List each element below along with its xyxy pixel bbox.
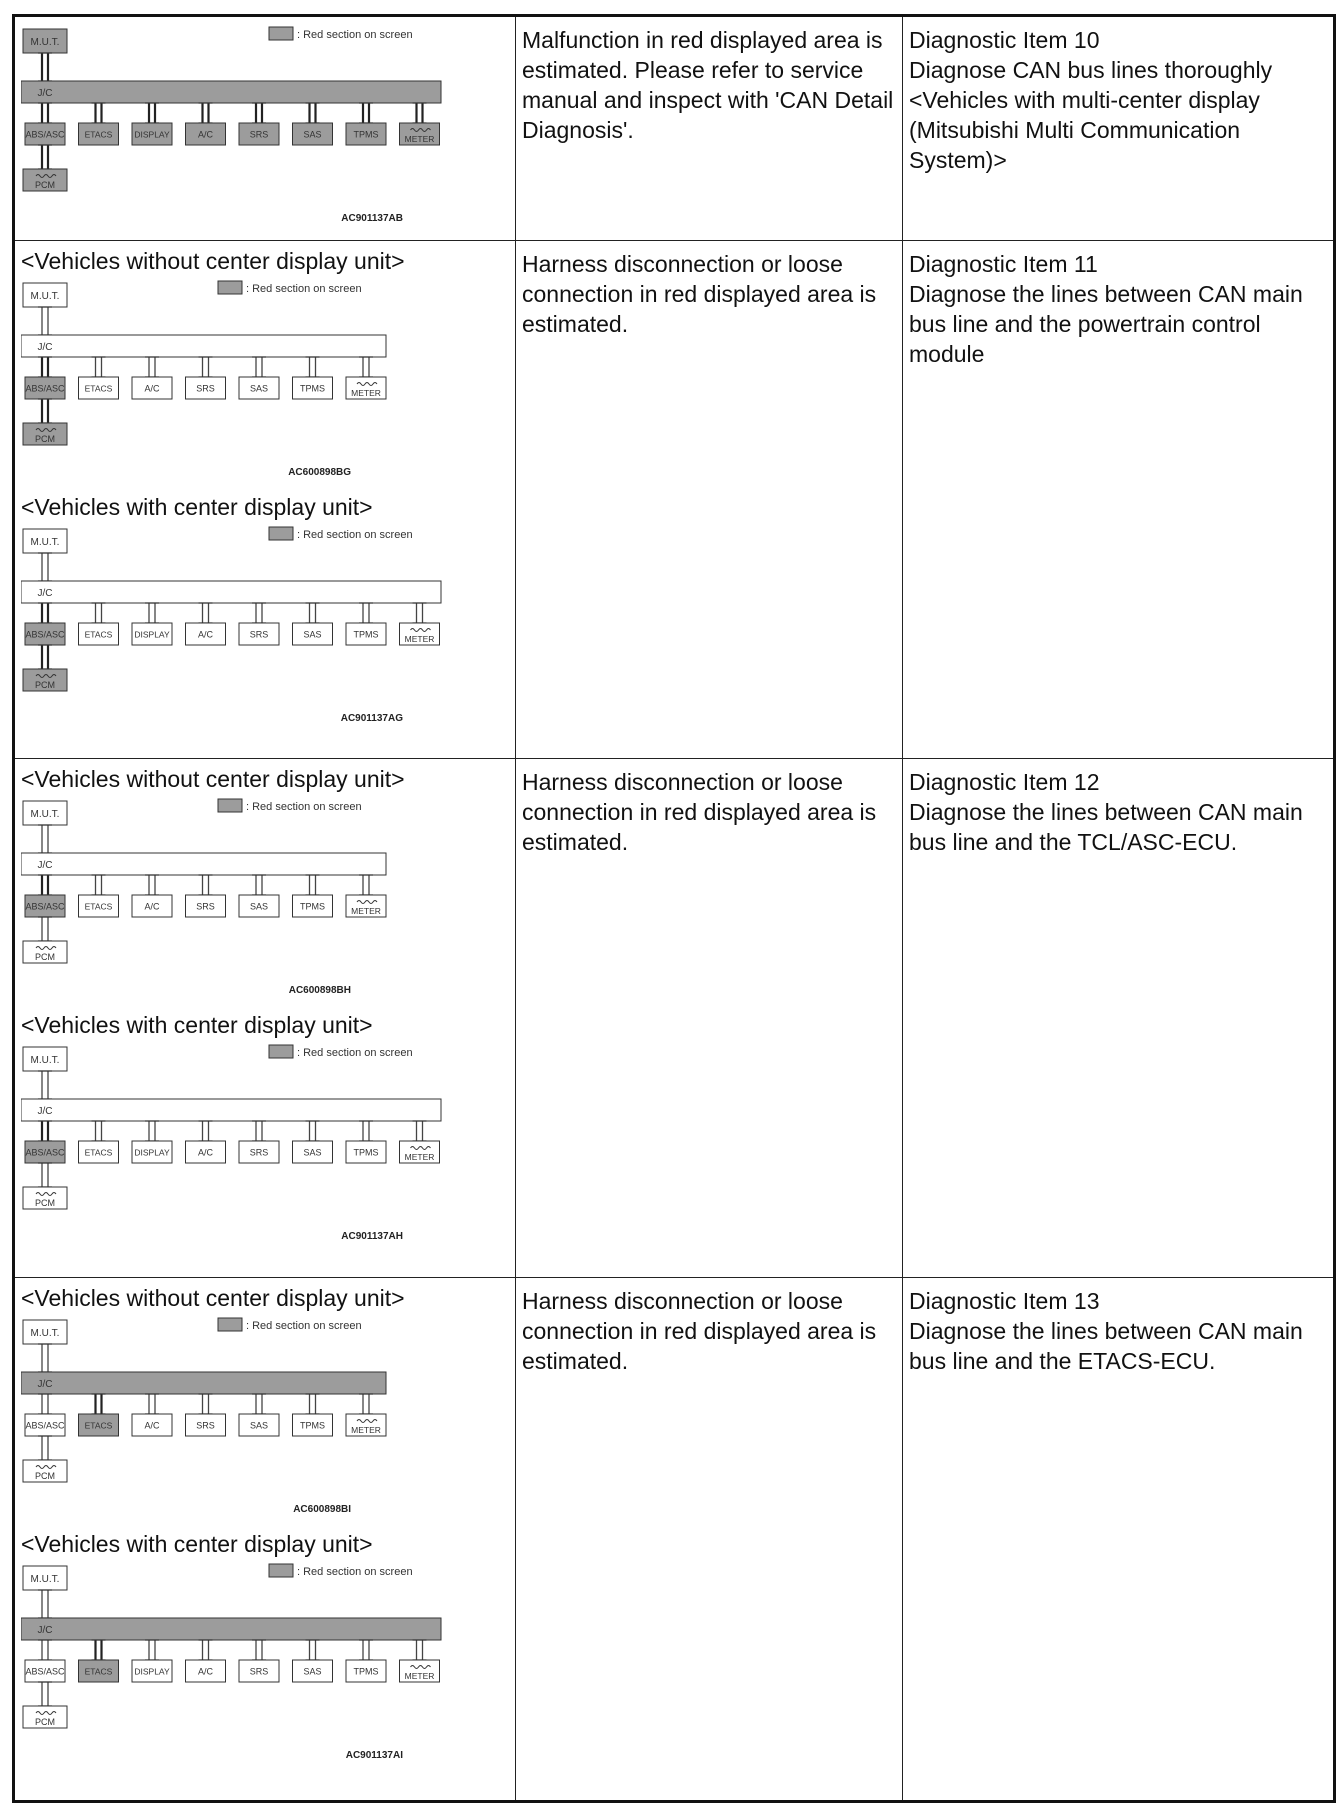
node-display-label: DISPLAY xyxy=(134,129,170,140)
connector-stub xyxy=(38,307,52,335)
description-cell xyxy=(516,241,903,759)
legend-label: : Red section on screen xyxy=(297,29,413,41)
connector-stub xyxy=(252,103,266,123)
vehicle-label: <Vehicles with center display unit> xyxy=(21,494,373,520)
can-diagram xyxy=(21,277,461,487)
legend-swatch xyxy=(269,27,293,40)
node-mut-label: M.U.T. xyxy=(30,1574,60,1585)
connector-stub xyxy=(359,103,373,123)
connector-stub xyxy=(145,1640,159,1660)
connector-stub xyxy=(252,357,266,377)
connector-stub xyxy=(92,357,106,377)
node-srs-label: SRS xyxy=(196,1420,215,1431)
node-jc-label: J/C xyxy=(37,342,53,353)
node-pcm-label: PCM xyxy=(35,952,55,962)
node-meter-label: METER xyxy=(351,906,381,916)
connector-stub xyxy=(145,875,159,895)
node-abs-label: ABS/ASC xyxy=(25,129,65,140)
table-row xyxy=(14,1278,1335,1802)
vehicle-label: <Vehicles with center display unit> xyxy=(21,1012,373,1038)
node-display-label: DISPLAY xyxy=(134,1147,170,1158)
node-meter-label: METER xyxy=(404,1671,435,1681)
legend-label: : Red section on screen xyxy=(246,1320,362,1332)
diagnostic-item-text: Diagnostic Item 11 Diagnose the lines between CAN main bus line and the powertrain control module xyxy=(909,251,1303,367)
node-mut-label: M.U.T. xyxy=(30,1328,60,1339)
connector-stub xyxy=(413,103,427,123)
connector-stub xyxy=(199,1121,213,1141)
connector-stub xyxy=(252,1640,266,1660)
vehicle-label: <Vehicles without center display unit> xyxy=(21,248,405,274)
can-diagram xyxy=(21,523,461,733)
legend-swatch xyxy=(218,281,242,294)
connector-stub xyxy=(199,357,213,377)
connector-stub xyxy=(252,603,266,623)
legend-swatch xyxy=(269,1564,293,1577)
connector-stub xyxy=(38,357,52,377)
description-text: Malfunction in red displayed area is estimated. Please refer to service manual and inspect with 'CAN Detail Diagnosis'. xyxy=(522,27,900,143)
node-ac-label: A/C xyxy=(197,129,214,140)
node-sas-label: SAS xyxy=(249,383,269,394)
legend-label: : Red section on screen xyxy=(246,283,362,295)
diagram-cell xyxy=(14,241,516,759)
node-abs-label: ABS/ASC xyxy=(25,901,65,912)
legend-label: : Red section on screen xyxy=(297,1047,413,1059)
connector-stub xyxy=(306,1640,320,1660)
node-ac-label: A/C xyxy=(144,1420,160,1431)
node-sas-label: SAS xyxy=(249,901,269,912)
connector-stub xyxy=(359,1121,373,1141)
node-abs-label: ABS/ASC xyxy=(25,1147,65,1158)
node-pcm-label: PCM xyxy=(35,434,55,444)
node-meter-label: METER xyxy=(404,1152,435,1162)
connector-stub xyxy=(199,1640,213,1660)
connector-stub xyxy=(199,103,213,123)
figure-code: AC901137AI xyxy=(345,1750,403,1761)
node-mut-label: M.U.T. xyxy=(30,291,60,302)
figure-code: AC600898BI xyxy=(293,1504,351,1515)
node-srs-label: SRS xyxy=(249,1666,269,1677)
diagnostic-item-text: Diagnostic Item 13 Diagnose the lines between CAN main bus line and the ETACS-ECU. xyxy=(909,1288,1303,1374)
legend-swatch xyxy=(269,1045,293,1058)
connector-stub xyxy=(38,917,52,941)
node-jc-label: J/C xyxy=(37,1625,53,1636)
connector-stub xyxy=(38,1071,52,1099)
vehicle-label: <Vehicles without center display unit> xyxy=(21,766,405,792)
node-srs-label: SRS xyxy=(249,1147,269,1158)
connector-stub xyxy=(199,1394,213,1414)
connector-stub xyxy=(199,603,213,623)
connector-stub xyxy=(38,399,52,423)
connector-stub xyxy=(252,1121,266,1141)
description-text: Harness disconnection or loose connection in red displayed area is estimated. xyxy=(522,769,883,855)
can-diagram xyxy=(21,795,461,1005)
connector-stub xyxy=(38,645,52,669)
connector-stub xyxy=(38,103,52,123)
node-sas-label: SAS xyxy=(249,1420,269,1431)
connector-stub xyxy=(359,357,373,377)
node-sas-label: SAS xyxy=(303,129,322,140)
connector-stub xyxy=(92,1640,106,1660)
legend-swatch xyxy=(269,527,293,540)
node-srs-label: SRS xyxy=(196,901,215,912)
node-jc-bus xyxy=(21,335,386,357)
node-tpms-label: TPMS xyxy=(353,1666,379,1677)
legend-label: : Red section on screen xyxy=(297,529,413,541)
node-jc-bus xyxy=(21,1099,441,1121)
figure-code: AC901137AB xyxy=(341,213,403,224)
figure-code: AC600898BG xyxy=(288,467,351,478)
legend-swatch xyxy=(218,799,242,812)
connector-stub xyxy=(413,603,427,623)
connector-stub xyxy=(252,1394,266,1414)
node-jc-label: J/C xyxy=(37,588,53,599)
node-jc-bus xyxy=(21,853,386,875)
node-tpms-label: TPMS xyxy=(353,129,379,140)
node-ac-label: A/C xyxy=(197,629,214,640)
page xyxy=(12,14,1330,1803)
connector-stub xyxy=(38,1163,52,1187)
connector-stub xyxy=(38,1121,52,1141)
item-cell xyxy=(903,241,1335,759)
connector-stub xyxy=(306,603,320,623)
node-srs-label: SRS xyxy=(249,629,269,640)
table-row xyxy=(14,759,1335,1278)
connector-stub xyxy=(306,1394,320,1414)
node-etacs-label: ETACS xyxy=(84,1147,113,1158)
node-meter-label: METER xyxy=(351,388,381,398)
connector-stub xyxy=(306,103,320,123)
diagram-cell xyxy=(14,16,516,241)
connector-stub xyxy=(38,603,52,623)
node-abs-label: ABS/ASC xyxy=(25,1420,65,1431)
connector-stub xyxy=(306,1121,320,1141)
connector-stub xyxy=(38,553,52,581)
node-etacs-label: ETACS xyxy=(84,901,113,912)
node-display-label: DISPLAY xyxy=(134,629,170,640)
connector-stub xyxy=(199,875,213,895)
connector-stub xyxy=(38,1436,52,1460)
node-pcm-label: PCM xyxy=(35,1717,55,1727)
node-pcm-label: PCM xyxy=(35,1198,55,1208)
node-etacs-label: ETACS xyxy=(84,383,113,394)
connector-stub xyxy=(38,1590,52,1618)
node-etacs-label: ETACS xyxy=(84,1666,113,1677)
node-etacs-label: ETACS xyxy=(84,629,113,640)
connector-stub xyxy=(38,1640,52,1660)
legend-label: : Red section on screen xyxy=(297,1566,413,1578)
node-mut-label: M.U.T. xyxy=(30,37,60,48)
item-cell xyxy=(903,759,1335,1278)
node-sas-label: SAS xyxy=(303,1666,322,1677)
node-abs-label: ABS/ASC xyxy=(25,629,65,640)
node-abs-label: ABS/ASC xyxy=(25,383,65,394)
connector-stub xyxy=(359,875,373,895)
description-cell xyxy=(516,1278,903,1802)
node-abs-label: ABS/ASC xyxy=(25,1666,65,1677)
node-jc-bus xyxy=(21,1372,386,1394)
node-mut-label: M.U.T. xyxy=(30,537,60,548)
connector-stub xyxy=(306,875,320,895)
table-row xyxy=(14,16,1335,241)
node-jc-bus xyxy=(21,1618,441,1640)
connector-stub xyxy=(38,1394,52,1414)
connector-stub xyxy=(92,875,106,895)
connector-stub xyxy=(38,145,52,169)
node-tpms-label: TPMS xyxy=(299,901,326,912)
node-jc-bus xyxy=(21,581,441,603)
vehicle-label: <Vehicles with center display unit> xyxy=(21,1531,373,1557)
connector-stub xyxy=(38,825,52,853)
connector-stub xyxy=(359,1640,373,1660)
node-ac-label: A/C xyxy=(144,383,160,394)
node-pcm-label: PCM xyxy=(35,680,55,690)
item-cell xyxy=(903,16,1335,241)
node-srs-label: SRS xyxy=(196,383,215,394)
connector-stub xyxy=(413,1640,427,1660)
node-pcm-label: PCM xyxy=(35,180,55,190)
description-cell xyxy=(516,16,903,241)
figure-code: AC600898BH xyxy=(288,985,351,996)
connector-stub xyxy=(92,1394,106,1414)
node-meter-label: METER xyxy=(351,1425,381,1435)
can-diagram xyxy=(21,1314,461,1524)
table-row xyxy=(14,241,1335,759)
node-ac-label: A/C xyxy=(197,1666,214,1677)
node-etacs-label: ETACS xyxy=(84,1420,113,1431)
connector-stub xyxy=(92,1121,106,1141)
legend-label: : Red section on screen xyxy=(246,801,362,813)
node-jc-label: J/C xyxy=(37,1106,53,1117)
node-tpms-label: TPMS xyxy=(353,629,379,640)
connector-stub xyxy=(145,603,159,623)
node-mut-label: M.U.T. xyxy=(30,809,60,820)
connector-stub xyxy=(145,1394,159,1414)
connector-stub xyxy=(413,1121,427,1141)
node-tpms-label: TPMS xyxy=(299,1420,326,1431)
connector-stub xyxy=(38,1344,52,1372)
item-cell xyxy=(903,1278,1335,1802)
node-ac-label: A/C xyxy=(144,901,160,912)
node-tpms-label: TPMS xyxy=(353,1147,379,1158)
legend-swatch xyxy=(218,1318,242,1331)
node-jc-bus xyxy=(21,81,441,103)
connector-stub xyxy=(145,103,159,123)
connector-stub xyxy=(38,875,52,895)
node-meter-label: METER xyxy=(404,634,435,644)
diagnostic-item-text: Diagnostic Item 10 Diagnose CAN bus lines thoroughly <Vehicles with multi-center display (Mitsubishi Multi Communication System)> xyxy=(909,27,1273,173)
node-meter-label: METER xyxy=(404,134,435,144)
connector-stub xyxy=(92,603,106,623)
connector-stub xyxy=(359,603,373,623)
diagram-cell xyxy=(14,1278,516,1802)
connector-stub xyxy=(306,357,320,377)
node-etacs-label: ETACS xyxy=(84,129,113,140)
node-jc-label: J/C xyxy=(37,88,53,99)
vehicle-label: <Vehicles without center display unit> xyxy=(21,1285,405,1311)
can-diagram xyxy=(21,1560,461,1770)
connector-stub xyxy=(145,1121,159,1141)
node-ac-label: A/C xyxy=(197,1147,214,1158)
node-tpms-label: TPMS xyxy=(299,383,326,394)
node-srs-label: SRS xyxy=(249,129,269,140)
connector-stub xyxy=(38,1682,52,1706)
diagnosis-table xyxy=(12,14,1336,1803)
node-jc-label: J/C xyxy=(37,860,53,871)
node-sas-label: SAS xyxy=(303,629,322,640)
node-sas-label: SAS xyxy=(303,1147,322,1158)
connector-stub xyxy=(252,875,266,895)
connector-stub xyxy=(38,53,52,81)
node-pcm-label: PCM xyxy=(35,1471,55,1481)
connector-stub xyxy=(92,103,106,123)
diagnostic-item-text: Diagnostic Item 12 Diagnose the lines between CAN main bus line and the TCL/ASC-ECU. xyxy=(909,769,1303,855)
connector-stub xyxy=(359,1394,373,1414)
connector-stub xyxy=(145,357,159,377)
diagram-cell xyxy=(14,759,516,1278)
figure-code: AC901137AH xyxy=(341,1231,403,1242)
node-display-label: DISPLAY xyxy=(134,1666,170,1677)
can-diagram xyxy=(21,23,461,233)
node-jc-label: J/C xyxy=(37,1379,53,1390)
description-text: Harness disconnection or loose connection in red displayed area is estimated. xyxy=(522,1288,883,1374)
node-mut-label: M.U.T. xyxy=(30,1055,60,1066)
figure-code: AC901137AG xyxy=(340,713,403,724)
can-diagram xyxy=(21,1041,461,1251)
description-text: Harness disconnection or loose connection in red displayed area is estimated. xyxy=(522,251,883,337)
description-cell xyxy=(516,759,903,1278)
